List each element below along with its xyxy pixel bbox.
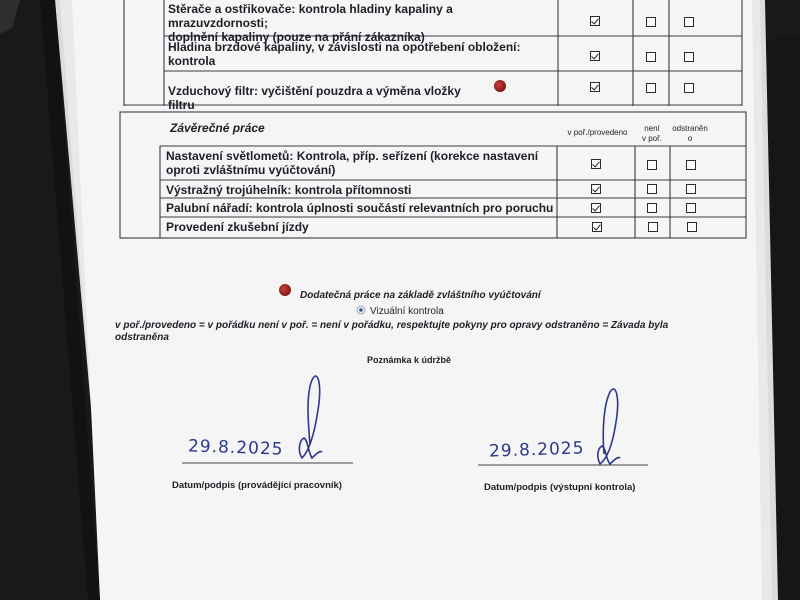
table1-row-1-fixed-checkbox[interactable] [684, 17, 694, 27]
table1-row-2-ok-checkbox[interactable] [590, 51, 600, 61]
table1-row-3-fixed-checkbox[interactable] [684, 83, 694, 93]
table1-row-3-not-ok-checkbox[interactable] [646, 83, 656, 93]
table2-row-3-text: Palubní nářadí: kontrola úplnosti součástí relevantních pro poruchu [166, 201, 554, 215]
visual-check-icon [356, 305, 366, 315]
table1-row-3-text: Vzduchový filtr: vyčištění pouzdra a výměna vložky filtru [168, 84, 461, 112]
legend-extra-work: Dodatečná práce na základě zvláštního vyúčtování [300, 290, 541, 301]
table2-row-3-ok-checkbox[interactable] [591, 203, 601, 213]
table2-row-3-fixed-checkbox[interactable] [686, 203, 696, 213]
table2-row-2-fixed-checkbox[interactable] [686, 184, 696, 194]
extra-work-legend-icon [279, 284, 291, 296]
table2-title: Závěrečné práce [170, 121, 265, 135]
signature-1 [282, 370, 342, 465]
table2-row-3-not-ok-checkbox[interactable] [647, 203, 657, 213]
table1-row-3-ok-checkbox[interactable] [590, 82, 600, 92]
table2-row-4-text: Provedení zkušební jízdy [166, 220, 309, 234]
table2-row-1-text: Nastavení světlometů: Kontrola, příp. seřízení (korekce nastavení oproti zvláštnímu vyúčtování) [166, 149, 539, 177]
table1-row-1-not-ok-checkbox[interactable] [646, 17, 656, 27]
table2-row-2-not-ok-checkbox[interactable] [647, 184, 657, 194]
extra-work-marker-icon [494, 80, 506, 92]
table2-col-ok: v poř./provedeno [567, 128, 628, 137]
table2-row-4-fixed-checkbox[interactable] [687, 222, 697, 232]
table2-row-2-ok-checkbox[interactable] [591, 184, 601, 194]
table2-row-1-ok-checkbox[interactable] [591, 159, 601, 169]
legend-explanation: v poř./provedeno = v pořádku není v poř. = není v pořádku, respektujte pokyny pro opravy odstraněno = Závada byla odstraněna [115, 320, 669, 343]
signature-label-1: Datum/podpis (provádějící pracovník) [172, 480, 342, 491]
table2-row-4-not-ok-checkbox[interactable] [648, 222, 658, 232]
signature-date-1: 29.8.2025 [187, 436, 284, 460]
table2-row-4-ok-checkbox[interactable] [592, 222, 602, 232]
signature-label-2: Datum/podpis (výstupní kontrola) [484, 482, 636, 493]
table2-col-fixed: odstraněn o [672, 124, 708, 143]
legend-visual-check: Vizuální kontrola [370, 306, 444, 317]
table2-row-1-not-ok-checkbox[interactable] [647, 160, 657, 170]
table1-row-2-fixed-checkbox[interactable] [684, 52, 694, 62]
table1-row-1-text: Stěrače a ostřikovače: kontrola hladiny kapaliny a mrazuvzdornosti; doplnění kapaliny (pouze na přání zákazníka) [168, 2, 453, 44]
table1-row-2-not-ok-checkbox[interactable] [646, 52, 656, 62]
maintenance-note-title: Poznámka k údržbě [367, 355, 452, 365]
table2-col-not-ok: není v poř. [641, 124, 662, 143]
table2-row-1-fixed-checkbox[interactable] [686, 160, 696, 170]
table1-row-1-ok-checkbox[interactable] [590, 16, 600, 26]
signature-date-2: 29.8.2025 [488, 438, 585, 462]
table1-row-2-text: Hladina brzdové kapaliny, v závislosti na opotřebení obložení: kontrola [168, 40, 521, 68]
table2-row-2-text: Výstražný trojúhelník: kontrola přítomnosti [166, 183, 412, 197]
signature-2 [580, 384, 640, 472]
